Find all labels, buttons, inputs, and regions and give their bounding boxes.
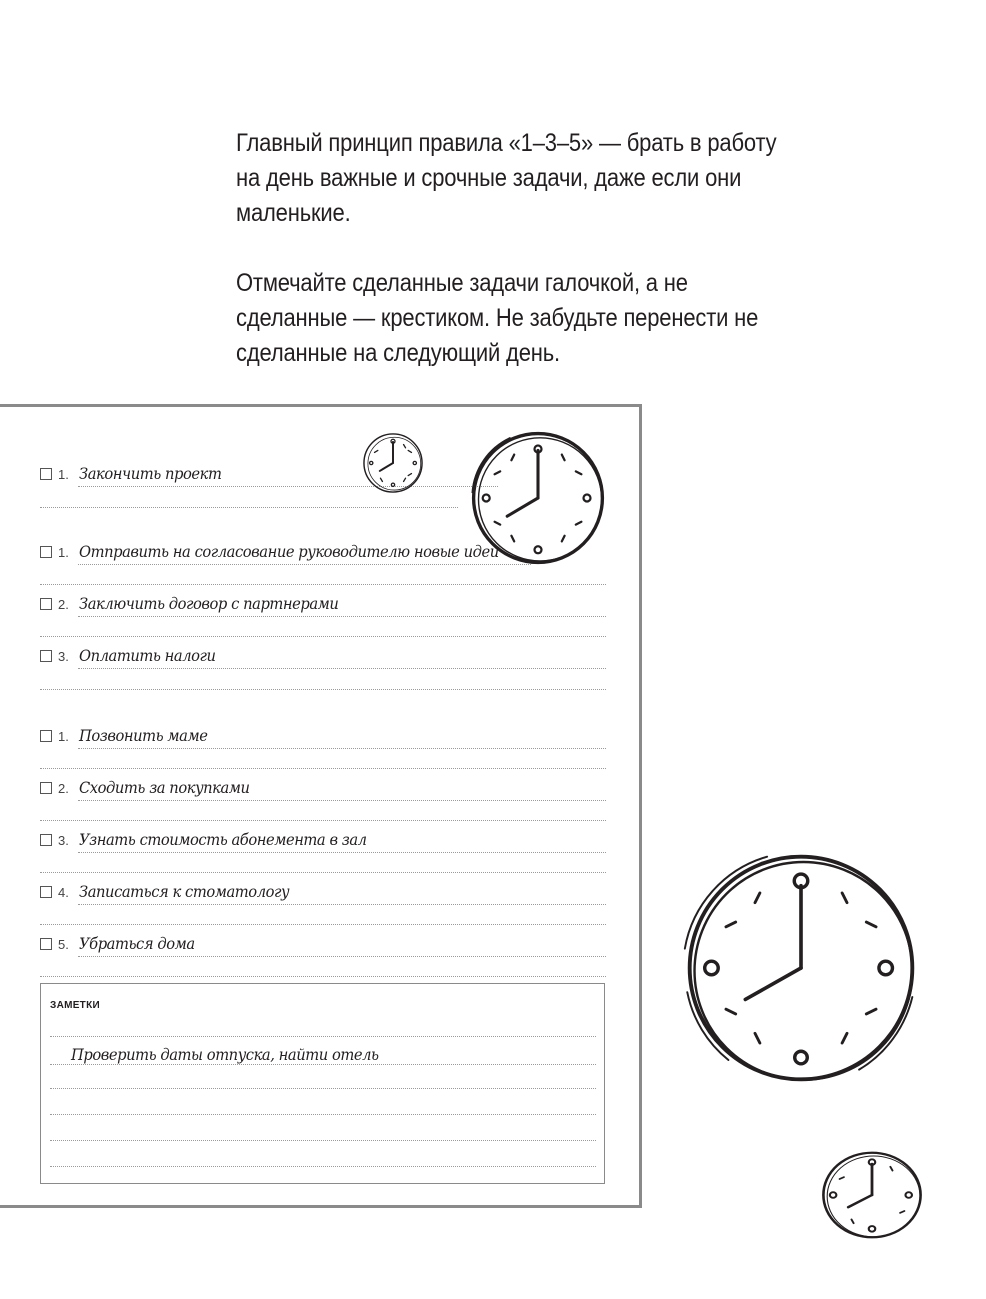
- intro-paragraph-1: Главный принцип правила «1–3–5» — брать в работу на день важные и срочные задачи, даже если они маленькие.: [236, 129, 777, 227]
- task-number: 1.: [58, 545, 69, 560]
- blank-line: [40, 976, 606, 977]
- clock-icon: [360, 430, 426, 496]
- task-checkbox[interactable]: [40, 730, 52, 742]
- task-checkbox[interactable]: [40, 886, 52, 898]
- blank-line: [40, 689, 606, 690]
- small-task-3: [40, 832, 606, 854]
- task-number: 5.: [58, 937, 69, 952]
- blank-line: [40, 872, 606, 873]
- small-task-2: [40, 780, 606, 802]
- notes-box: [40, 983, 605, 1184]
- notes-line: [50, 1140, 596, 1141]
- medium-task-3: [40, 648, 606, 670]
- notes-line: [50, 1166, 596, 1167]
- task-text: Отправить на согласование руководителю новые идеи: [79, 542, 499, 561]
- task-checkbox[interactable]: [40, 782, 52, 794]
- task-line: [78, 956, 606, 957]
- blank-line: [40, 768, 606, 769]
- task-text: Оплатить налоги: [79, 646, 216, 665]
- task-line: [78, 564, 531, 565]
- task-number: 4.: [58, 885, 69, 900]
- task-text: Записаться к стоматологу: [79, 882, 290, 901]
- clock-icon: [680, 846, 922, 1090]
- small-task-1: [40, 728, 606, 750]
- intro-paragraph-2: Отмечайте сделанные задачи галочкой, а не сделанные — крестиком. Не забудьте перенести не сделанные на следующий день.: [236, 269, 759, 367]
- notes-title: ЗАМЕТКИ: [50, 1000, 100, 1011]
- task-line: [78, 668, 606, 669]
- small-task-4: [40, 884, 606, 906]
- notes-text[interactable]: Проверить даты отпуска, найти отель: [71, 1045, 379, 1064]
- task-text: Заключить договор с партнерами: [79, 594, 339, 613]
- blank-line: [40, 636, 606, 637]
- task-line: [78, 904, 606, 905]
- task-number: 2.: [58, 781, 69, 796]
- task-text: Сходить за покупками: [79, 778, 250, 797]
- clock-icon: [818, 1148, 926, 1242]
- task-number: 1.: [58, 729, 69, 744]
- task-number: 3.: [58, 833, 69, 848]
- notes-line: [50, 1114, 596, 1115]
- task-checkbox[interactable]: [40, 468, 52, 480]
- notes-line: [50, 1036, 596, 1037]
- blank-line: [40, 924, 606, 925]
- task-checkbox[interactable]: [40, 938, 52, 950]
- task-text: Позвонить маме: [79, 726, 208, 745]
- task-number: 1.: [58, 467, 69, 482]
- task-text: Закончить проект: [79, 464, 222, 483]
- task-line: [78, 800, 606, 801]
- task-text: Узнать стоимость абонемента в зал: [79, 830, 367, 849]
- task-line: [78, 486, 498, 487]
- blank-line: [40, 820, 606, 821]
- task-checkbox[interactable]: [40, 650, 52, 662]
- task-line: [78, 852, 606, 853]
- task-checkbox[interactable]: [40, 598, 52, 610]
- task-number: 3.: [58, 649, 69, 664]
- task-checkbox[interactable]: [40, 546, 52, 558]
- medium-task-2: [40, 596, 606, 618]
- blank-line: [40, 507, 458, 508]
- task-line: [78, 748, 606, 749]
- task-number: 2.: [58, 597, 69, 612]
- small-task-5: [40, 936, 606, 958]
- task-checkbox[interactable]: [40, 834, 52, 846]
- notes-line: [50, 1088, 596, 1089]
- task-line: [78, 616, 606, 617]
- clock-icon: [468, 428, 608, 568]
- blank-line: [40, 584, 606, 585]
- task-text: Убраться дома: [79, 934, 195, 953]
- notes-line: [50, 1064, 596, 1065]
